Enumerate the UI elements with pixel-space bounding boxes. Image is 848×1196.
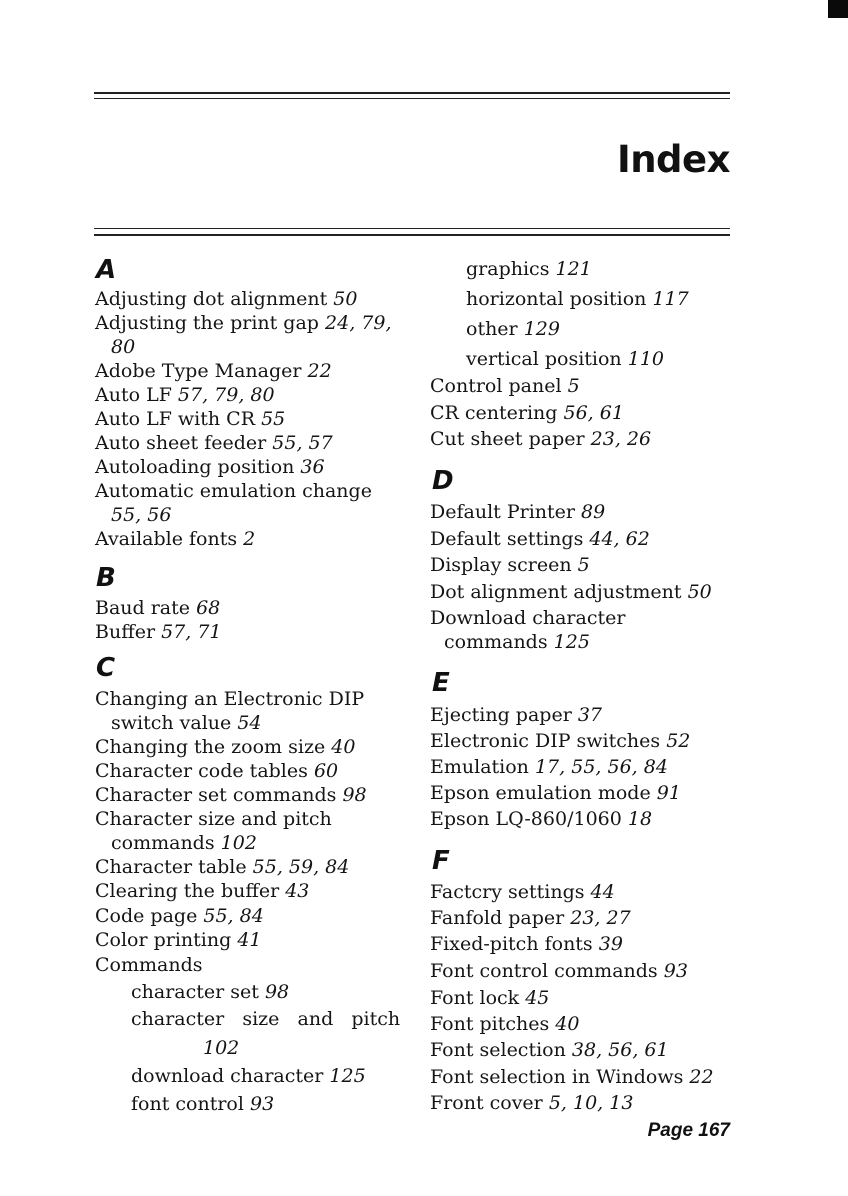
index-entry: Default settings 44, 62 [430,528,650,550]
index-entry: Fanfold paper 23, 27 [430,907,631,929]
index-entry: Cut sheet paper 23, 26 [430,428,652,450]
index-subentry: horizontal position 117 [466,288,689,310]
index-entry: Electronic DIP switches 52 [430,730,691,752]
index-entry: Buffer 57, 71 [95,621,222,643]
index-entry: Epson LQ-860/1060 18 [430,808,653,830]
index-entry-continuation: commands 102 [111,832,257,854]
index-entry: Font control commands 93 [430,960,688,982]
index-entry: Character table 55, 59, 84 [95,856,350,878]
index-subentry: character set 98 [131,981,290,1003]
index-entry: Auto sheet feeder 55, 57 [95,432,333,454]
index-entry: Autoloading position 36 [95,456,325,478]
header-rule-bottom [94,234,730,236]
index-entry: Factcry settings 44 [430,881,615,903]
index-entry: Control panel 5 [430,375,580,397]
section-letter-e: E [432,668,450,698]
index-entry: Automatic emulation change [95,480,372,502]
index-entry: Adjusting the print gap 24, 79, [95,312,392,334]
index-entry: Emulation 17, 55, 56, 84 [430,756,668,778]
index-entry: Epson emulation mode 91 [430,782,681,804]
index-entry-continuation: switch value 54 [111,712,262,734]
index-entry: Character size and pitch [95,808,332,830]
section-letter-c: C [96,653,116,683]
header-rule-top-thin [94,98,730,99]
index-entry: Fixed-pitch fonts 39 [430,933,623,955]
index-entry: Clearing the buffer 43 [95,880,310,902]
scan-corner-mark [828,0,848,18]
index-entry: Adobe Type Manager 22 [95,360,332,382]
index-subentry: vertical position 110 [466,348,664,370]
index-entry: Font selection 38, 56, 61 [430,1039,669,1061]
index-entry: Front cover 5, 10, 13 [430,1092,634,1114]
index-entry: Ejecting paper 37 [430,704,603,726]
index-subentry: font control 93 [131,1093,275,1115]
index-entry: Character code tables 60 [95,760,339,782]
index-entry: Auto LF with CR 55 [95,408,286,430]
index-entry: Auto LF 57, 79, 80 [95,384,275,406]
index-entry-continuation: commands 125 [444,631,590,653]
index-entry: Changing the zoom size 40 [95,736,356,758]
header-rule-top [94,92,730,94]
header-rule-bottom-thin [94,228,730,229]
index-entry-continuation: 80 [111,336,136,358]
section-letter-d: D [432,466,454,496]
index-subentry-continuation: 102 [203,1037,240,1059]
index-entry: Commands [95,954,203,976]
page-number: Page 167 [647,1120,730,1141]
section-letter-f: F [432,846,450,876]
index-entry: Available fonts 2 [95,528,256,550]
index-entry: CR centering 56, 61 [430,402,624,424]
index-subentry: graphics 121 [466,258,592,280]
index-entry: Code page 55, 84 [95,905,264,927]
index-entry: Font lock 45 [430,987,550,1009]
index-entry-continuation: 55, 56 [111,504,172,526]
index-subentry: character size and pitch [131,1008,401,1030]
index-entry: Font selection in Windows 22 [430,1066,714,1088]
index-entry: Default Printer 89 [430,501,606,523]
index-entry: Character set commands 98 [95,784,367,806]
section-letter-b: B [96,563,116,593]
index-entry: Download character [430,607,626,629]
index-entry: Display screen 5 [430,554,590,576]
index-entry: Adjusting dot alignment 50 [95,288,358,310]
section-letter-a: A [96,255,117,285]
index-entry: Baud rate 68 [95,597,221,619]
page-title: Index [616,138,730,181]
index-entry: Dot alignment adjustment 50 [430,581,712,603]
index-entry: Font pitches 40 [430,1013,580,1035]
index-entry: Color printing 41 [95,929,262,951]
index-subentry: download character 125 [131,1065,366,1087]
index-entry: Changing an Electronic DIP [95,688,365,710]
index-subentry: other 129 [466,318,560,340]
